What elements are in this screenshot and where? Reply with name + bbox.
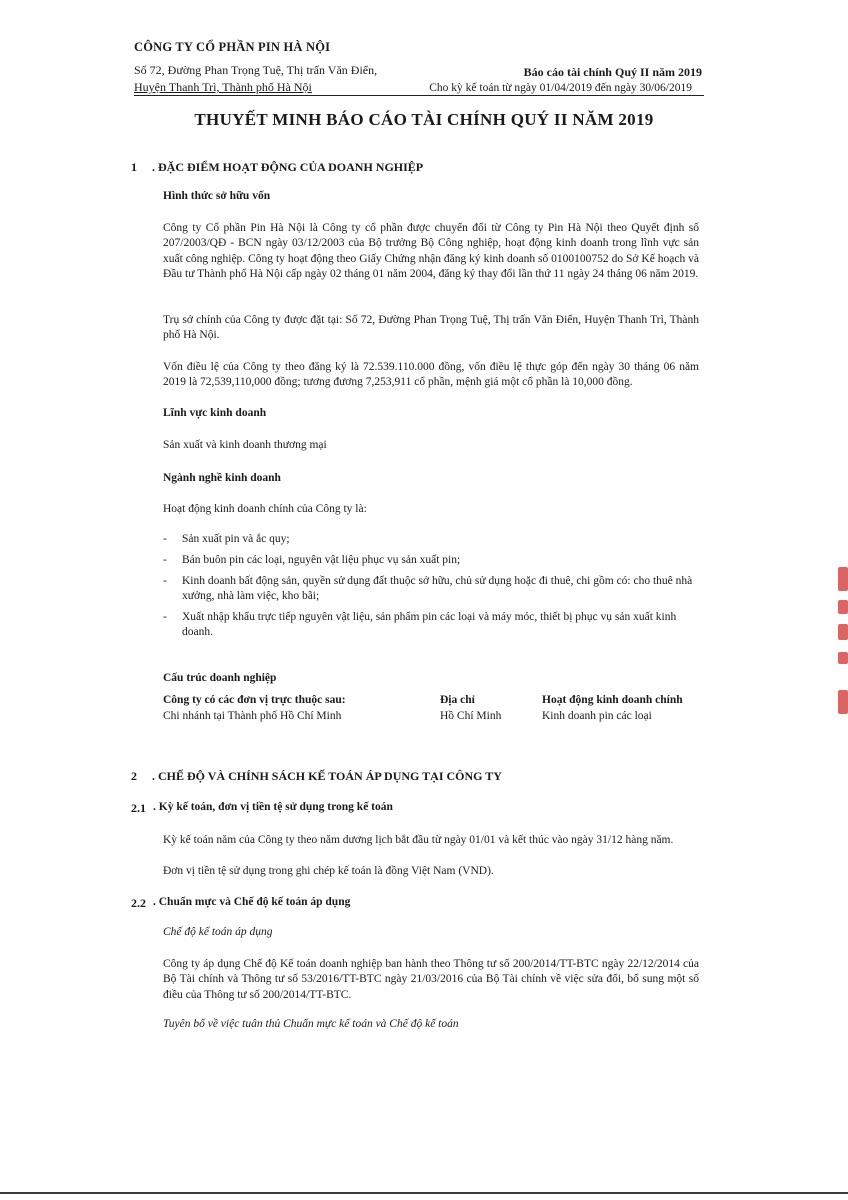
compliance-subheading: Tuyên bố về việc tuân thủ Chuẩn mực kế toán và Chế độ kế toán (163, 1018, 459, 1030)
section21-heading: . Kỳ kế toán, đơn vị tiền tệ sử dụng trong kế toán (153, 801, 393, 813)
page-title: THUYẾT MINH BÁO CÁO TÀI CHÍNH QUÝ II NĂM 2019 (194, 110, 654, 129)
section1-number: 1 (131, 160, 137, 174)
list-item: - Kinh doanh bất động sản, quyền sử dụng đất thuộc sở hữu, chủ sử dụng hoặc đi thuê, chi gồm có: cho thuê nhà xưởng, nhà làm việc, kho bãi; (163, 574, 699, 605)
section2-heading: . CHẾ ĐỘ VÀ CHÍNH SÁCH KẾ TOÁN ÁP DỤNG TẠI CÔNG TY (152, 769, 502, 783)
report-period: Cho kỳ kế toán từ ngày 01/04/2019 đến ngày 30/06/2019 (429, 82, 692, 94)
field-heading: Lĩnh vực kinh doanh (163, 407, 267, 419)
section22-number: 2.2 (131, 896, 146, 910)
header-divider (134, 95, 704, 96)
structure-col-unit: Công ty có các đơn vị trực thuộc sau: (163, 694, 346, 706)
list-item: - Xuất nhập khẩu trực tiếp nguyên vật liệu, sản phẩm pin các loại và máy móc, thiết bị phục vụ sản xuất kinh doanh. (163, 610, 699, 641)
structure-heading: Cấu trúc doanh nghiệp (163, 672, 277, 684)
structure-col-address: Địa chỉ (440, 694, 475, 706)
industry-list (163, 532, 699, 646)
scan-bottom-edge (0, 1192, 848, 1194)
report-title: Báo cáo tài chính Quý II năm 2019 (523, 65, 702, 79)
accounting-regime-subheading: Chế độ kế toán áp dụng (163, 926, 273, 938)
company-address-line1: Số 72, Đường Phan Trọng Tuệ, Thị trấn Văn Điển, (134, 63, 378, 77)
ownership-paragraph-1: Công ty Cổ phần Pin Hà Nội là Công ty cổ phần được chuyển đổi từ Công ty Pin Hà Nội theo Quyết định số 207/2003/QĐ - BCN ngày 03/12/2003 của Bộ trưởng Bộ Công nghiệp, hoạt động kinh doanh trong lĩnh vực sản xuất công nghiệp. Công ty hoạt động theo Giấy Chứng nhận đăng ký kinh doanh số 0100100752 do Sở Kế hoạch và Đầu tư Thành phố Hà Nội cấp ngày 02 tháng 01 năm 2004, đăng ký thay đổi lần thứ 11 ngày 24 tháng 06 năm 2019. (163, 222, 699, 280)
stamp-fragment (838, 624, 848, 640)
stamp-fragment (838, 567, 848, 591)
ownership-heading: Hình thức sở hữu vốn (163, 190, 271, 202)
stamp-fragment (838, 690, 848, 714)
industry-intro: Hoạt động kinh doanh chính của Công ty là: (163, 503, 367, 515)
section21-paragraph-2: Đơn vị tiền tệ sử dụng trong ghi chép kế toán là đồng Việt Nam (VND). (163, 865, 494, 877)
stamp-fragment (838, 600, 848, 614)
industry-heading: Ngành nghề kinh doanh (163, 472, 281, 484)
section22-paragraph-1: Công ty áp dụng Chế độ Kế toán doanh nghiệp ban hành theo Thông tư số 200/2014/TT-BTC ngày 22/12/2014 của Bộ Tài chính và Thông tư số 53/2016/TT-BTC ngày 21/03/2016 của Bộ Tài chính về việc sửa đổi, bổ sung một số điều của Thông tư số 200/2014/TT-BTC. (163, 958, 699, 1001)
list-item: - Bán buôn pin các loại, nguyên vật liệu phục vụ sản xuất pin; (163, 553, 699, 568)
structure-col-activity: Hoạt động kinh doanh chính (542, 694, 683, 706)
structure-cell-address: Hồ Chí Minh (440, 710, 502, 722)
structure-cell-activity: Kinh doanh pin các loại (542, 710, 652, 722)
section21-number: 2.1 (131, 801, 146, 815)
structure-cell-unit: Chi nhánh tại Thành phố Hồ Chí Minh (163, 710, 342, 722)
section2-number: 2 (131, 769, 137, 783)
stamp-fragment (838, 652, 848, 664)
field-text: Sản xuất và kinh doanh thương mại (163, 439, 327, 451)
ownership-paragraph-3: Vốn điều lệ của Công ty theo đăng ký là 72.539.110.000 đồng, vốn điều lệ thực góp đến ngày 30 tháng 06 năm 2019 là 72,539,110,000 đồng; tương đương 7,253,911 cổ phần, mệnh giá một cổ phần là 10,000 đồng. (163, 361, 699, 389)
list-item: - Sản xuất pin và ắc quy; (163, 532, 699, 547)
ownership-paragraph-2: Trụ sở chính của Công ty được đặt tại: Số 72, Đường Phan Trọng Tuệ, Thị trấn Văn Điển, Huyện Thanh Trì, Thành phố Hà Nội. (163, 314, 699, 342)
company-name: CÔNG TY CỔ PHẦN PIN HÀ NỘI (134, 40, 331, 54)
company-address-line2: Huyện Thanh Trì, Thành phố Hà Nội (134, 80, 312, 94)
section21-paragraph-1: Kỳ kế toán năm của Công ty theo năm dương lịch bắt đầu từ ngày 01/01 và kết thúc vào ngày 31/12 hàng năm. (163, 834, 674, 846)
section1-heading: . ĐẶC ĐIỂM HOẠT ĐỘNG CỦA DOANH NGHIỆP (152, 160, 424, 174)
section22-heading: . Chuẩn mực và Chế độ kế toán áp dụng (153, 896, 351, 908)
